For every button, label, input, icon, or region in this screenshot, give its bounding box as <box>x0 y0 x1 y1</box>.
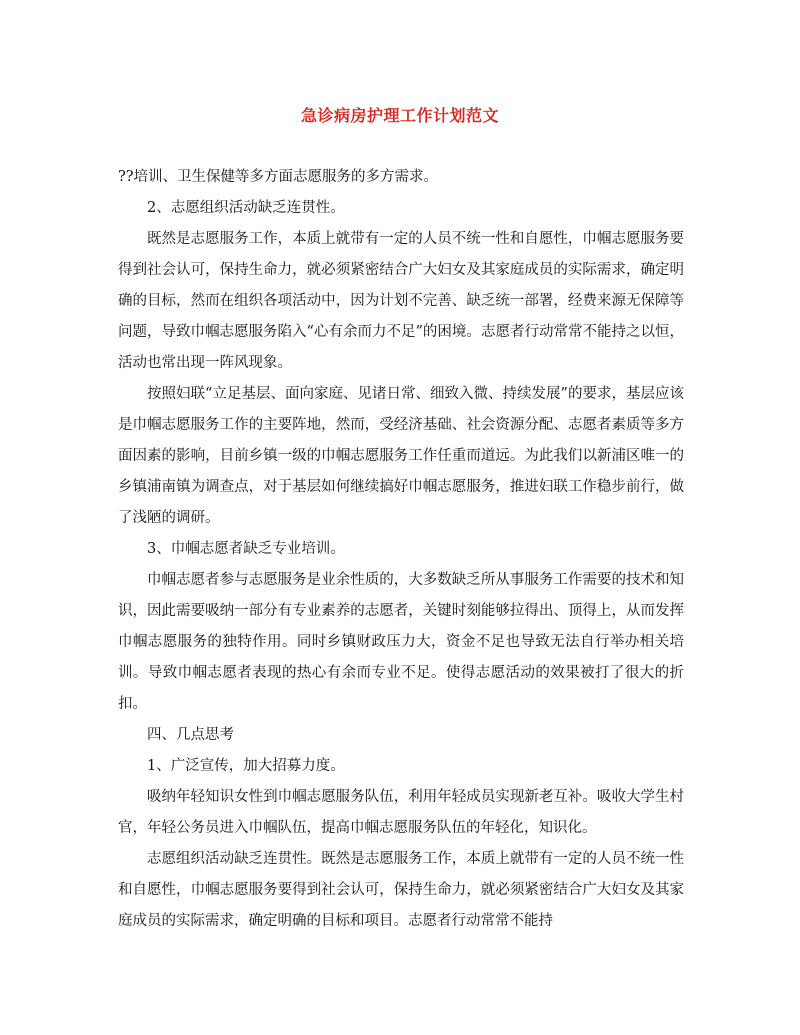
document-body <box>118 162 684 937</box>
paragraph-6: 巾帼志愿者参与志愿服务是业余性质的，大多数缺乏所从事服务工作需要的技术和知识，因此需要吸纳一部分有专业素养的志愿者，关键时刻能够拉得出、顶得上，从而发挥巾帼志愿服务的独特作用。同时乡镇财政压力大，资金不足也导致无法自行举办相关培训。导致巾帼志愿者表现的热心有余而专业不足。使得志愿活动的效果被打了很大的折扣。 <box>118 572 684 712</box>
paragraph-7: 四、几点思考 <box>147 727 234 743</box>
paragraph-9: 吸纳年轻知识女性到巾帼志愿服务队伍，利用年轻成员实现新老互补。吸收大学生村官，年轻公务员进入巾帼队伍，提高巾帼志愿服务队伍的年轻化，知识化。 <box>118 789 684 836</box>
paragraph-1: ??培训、卫生保健等多方面志愿服务的多方需求。 <box>118 169 439 185</box>
paragraph-5: 3、巾帼志愿者缺乏专业培训。 <box>147 541 345 557</box>
paragraph-4: 按照妇联“立足基层、面向家庭、见诸日常、细致入微、持续发展”的要求，基层应该是巾帼志愿服务工作的主要阵地，然而，受经济基础、社会资源分配、志愿者素质等多方面因素的影响，目前乡镇一级的巾帼志愿服务工作任重而道远。为此我们以新浦区唯一的乡镇浦南镇为调查点，对于基层如何继续搞好巾帼志愿服务，推进妇联工作稳步前行，做了浅陋的调研。 <box>118 386 684 526</box>
paragraph-2: 2、志愿组织活动缺乏连贯性。 <box>147 200 345 216</box>
document-title: 急诊病房护理工作计划范文 <box>300 106 499 125</box>
paragraph-10: 志愿组织活动缺乏连贯性。既然是志愿服务工作，本质上就带有一定的人员不统一性和自愿性，巾帼志愿服务要得到社会认可，保持生命力，就必须紧密结合广大妇女及其家庭成员的实际需求，确定明确的目标和项目。志愿者行动常常不能持 <box>118 851 684 929</box>
paragraph-8: 1、广泛宣传，加大招募力度。 <box>147 758 345 774</box>
paragraph-3: 既然是志愿服务工作，本质上就带有一定的人员不统一性和自愿性，巾帼志愿服务要得到社会认可，保持生命力，就必须紧密结合广大妇女及其家庭成员的实际需求，确定明确的目标，然而在组织各项活动中，因为计划不完善、缺乏统一部署，经费来源无保障等问题，导致巾帼志愿服务陷入“心有余而力不足”的困境。志愿者行动常常不能持之以恒，活动也常出现一阵风现象。 <box>118 231 684 371</box>
